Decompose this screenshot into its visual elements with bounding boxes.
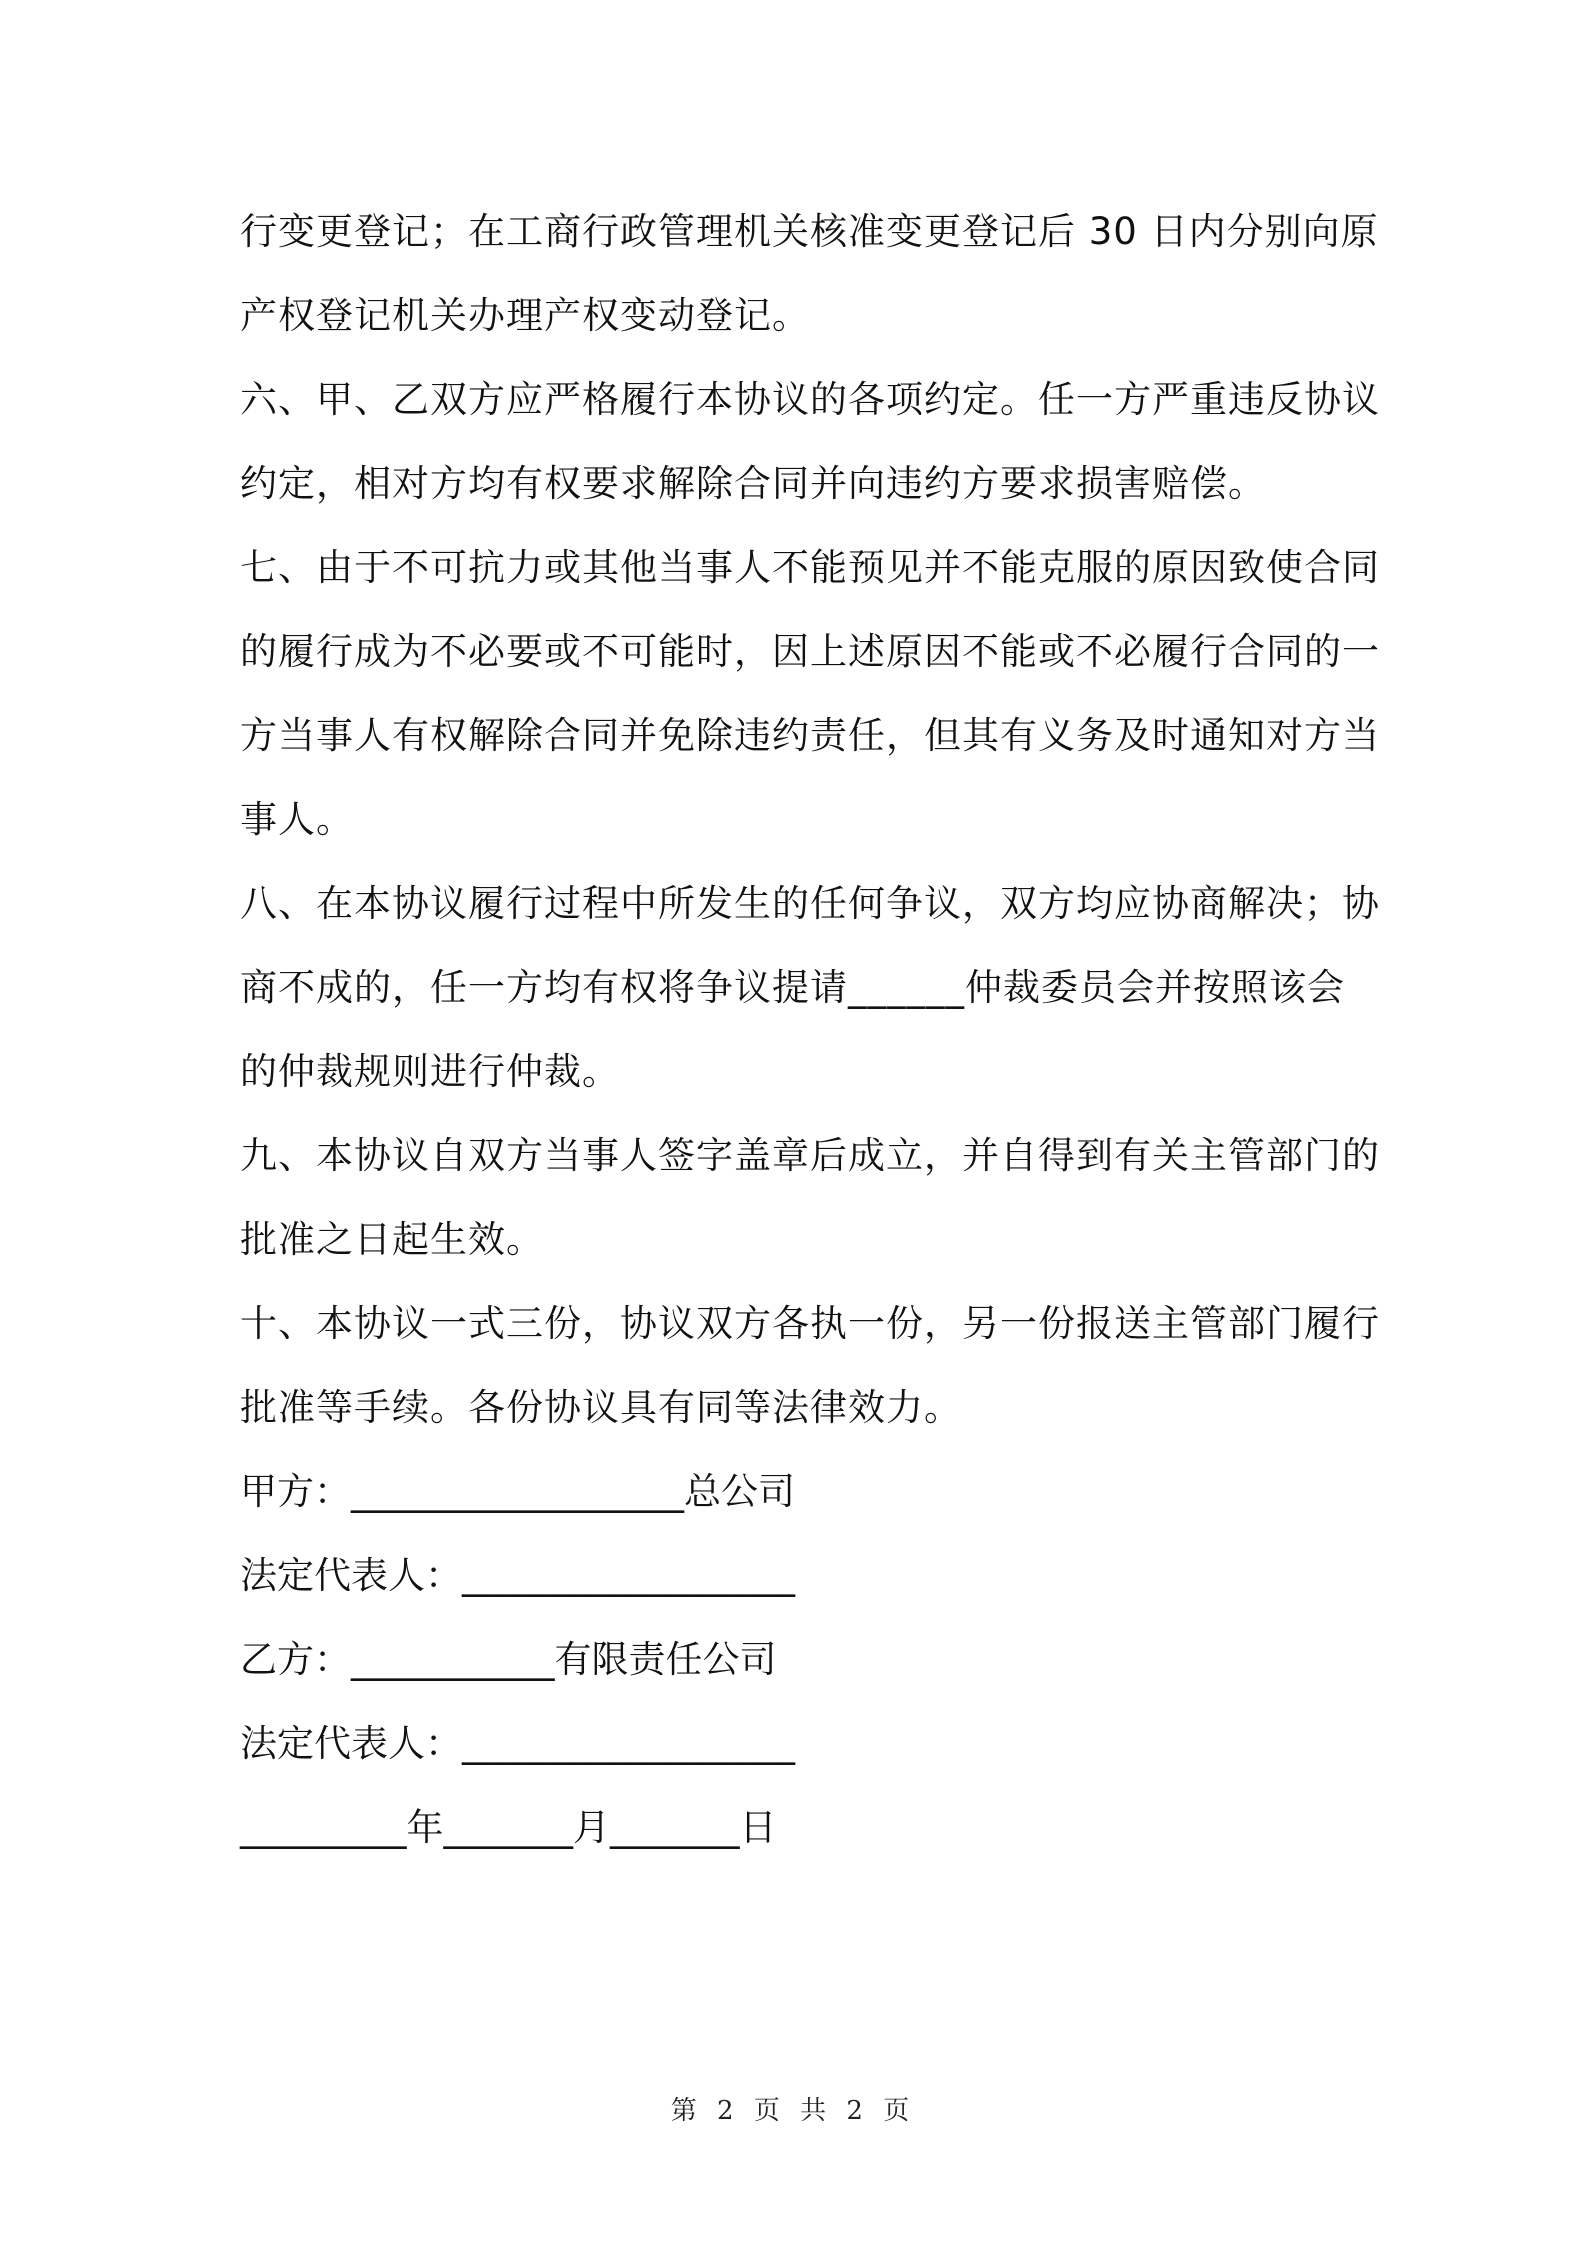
document-body	[240, 190, 1380, 1870]
date-line: _________年_______月_______日	[240, 1806, 777, 1849]
clause-6-line-1: 六、甲、乙双方应严格履行本协议的各项约定。任一方严重违反协议	[240, 378, 1380, 421]
clause-9-line-1: 九、本协议自双方当事人签字盖章后成立，并自得到有关主管部门的	[240, 1134, 1380, 1177]
paragraph-5-line-1: 行变更登记；在工商行政管理机关核准变更登记后 30 日内分别向原	[240, 210, 1379, 253]
clause-10-line-2: 批准等手续。各份协议具有同等法律效力。	[240, 1386, 962, 1429]
party-a-line: 甲方：__________________总公司	[240, 1470, 795, 1513]
clause-9-line-2: 批准之日起生效。	[240, 1218, 544, 1261]
clause-6-line-2: 约定，相对方均有权要求解除合同并向违约方要求损害赔偿。	[240, 462, 1266, 505]
clause-7-line-1: 七、由于不可抗力或其他当事人不能预见并不能克服的原因致使合同	[240, 546, 1380, 589]
clause-10-line-1: 十、本协议一式三份，协议双方各执一份，另一份报送主管部门履行	[240, 1302, 1380, 1345]
paragraph-5-line-2: 产权登记机关办理产权变动登记。	[240, 294, 810, 337]
party-b-line: 乙方：___________有限责任公司	[240, 1638, 777, 1681]
clause-7-line-3: 方当事人有权解除合同并免除违约责任，但其有义务及时通知对方当	[240, 714, 1380, 757]
page-number-footer: 第 2 页 共 2 页	[670, 2096, 916, 2126]
clause-8-line-1: 八、在本协议履行过程中所发生的任何争议，双方均应协商解决；协	[240, 882, 1380, 925]
party-a-representative-line: 法定代表人：__________________	[240, 1554, 795, 1597]
party-b-representative-line: 法定代表人：__________________	[240, 1722, 795, 1765]
clause-7-line-2: 的履行成为不必要或不可能时，因上述原因不能或不必履行合同的一	[240, 630, 1380, 673]
clause-7-line-4: 事人。	[240, 798, 354, 841]
clause-8-line-2: 商不成的，任一方均有权将争议提请______仲裁委员会并按照该会	[240, 966, 1345, 1009]
clause-8-line-3: 的仲裁规则进行仲裁。	[240, 1050, 620, 1093]
